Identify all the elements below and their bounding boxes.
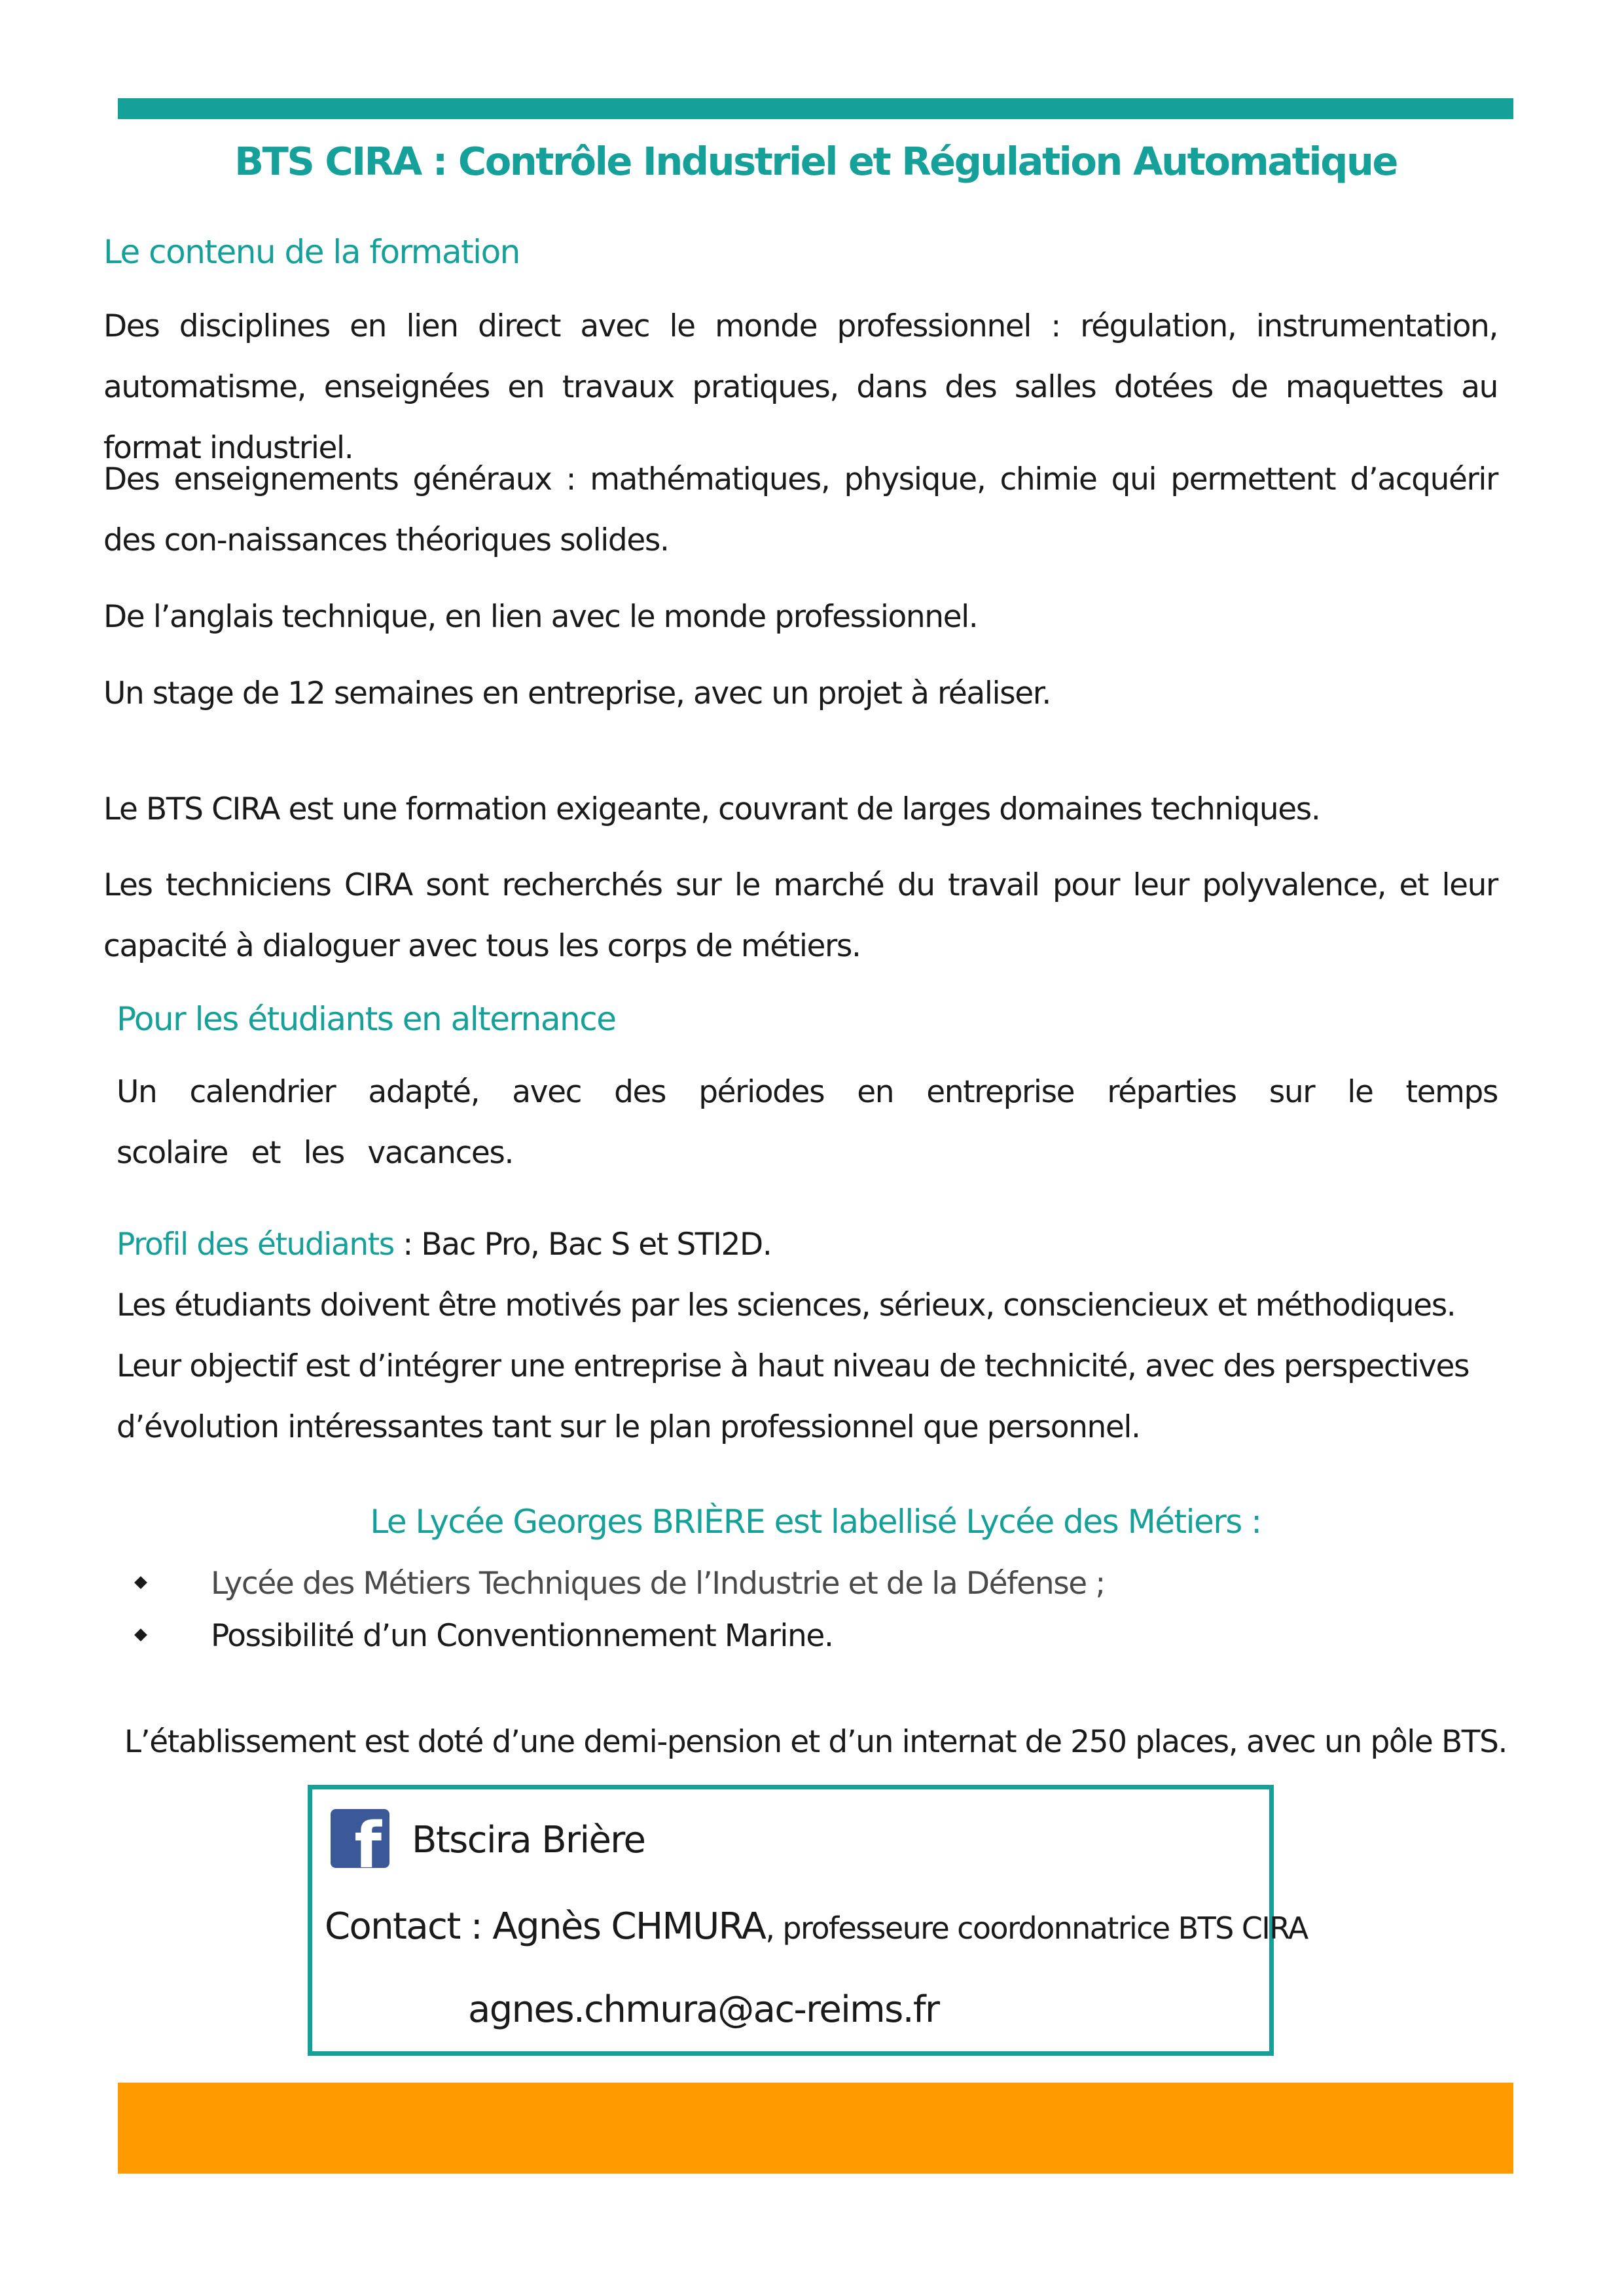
top-accent-bar: [118, 98, 1513, 119]
profil-label: Profil des étudiants: [117, 1227, 394, 1263]
diamond-bullet-icon: [134, 1628, 147, 1641]
heading-alternance: Pour les étudiants en alternance: [117, 1000, 616, 1038]
bottom-accent-bar: [118, 2083, 1513, 2174]
paragraph-enseignements-generaux: Des enseignements généraux : mathématiques, physique, chimie qui permettent d’acquérir des con-naissances théoriques solides.: [103, 461, 1498, 558]
paragraph-anglais: De l’anglais technique, en lien avec le monde professionnel.: [103, 599, 978, 635]
paragraph-stage: Un stage de 12 semaines en entreprise, avec un projet à réaliser.: [103, 675, 1051, 711]
bullet-text: Lycée des Métiers Techniques de l’Industrie et de la Défense ;: [211, 1566, 1105, 1602]
paragraph-profil: Les étudiants doivent être motivés par les sciences, sérieux, consciencieux et méthodiques. Leur objectif est d’intégrer une entreprise à haut niveau de technicité, avec des perspectives d’évolution intéressantes tant sur le plan professionnel que personnel.: [117, 1287, 1470, 1445]
contact-box: [308, 1785, 1308, 2056]
contact-role: , professeure coordonnatrice BTS CIRA: [765, 1910, 1308, 1946]
paragraph-etablissement: L’établissement est doté d’une demi-pension et d’un internat de 250 places, avec un pôle BTS.: [124, 1724, 1507, 1760]
diamond-bullet-icon: [134, 1576, 147, 1589]
heading-lycee-labellise: Le Lycée Georges BRIÈRE est labellisé Lycée des Métiers :: [370, 1503, 1261, 1541]
facebook-icon[interactable]: f: [331, 1809, 389, 1868]
page-title: BTS CIRA : Contrôle Industriel et Régulation Automatique: [234, 139, 1397, 184]
paragraph-calendrier: Un calendrier adapté, avec des périodes en entreprise réparties sur le temps scolaire et les vacances.: [117, 1074, 1498, 1171]
contact-line: [325, 1897, 1308, 1965]
heading-contenu-formation: Le contenu de la formation: [103, 233, 520, 271]
contact-email-link[interactable]: agnes.chmura@ac-reims.fr: [468, 1988, 939, 2031]
contact-label: Contact : Agnès CHMURA: [325, 1905, 766, 1948]
bullet-text: Possibilité d’un Conventionnement Marine.: [211, 1618, 833, 1654]
profil-value: : Bac Pro, Bac S et STI2D.: [393, 1227, 772, 1263]
lycee-bullet-list: [134, 1558, 1443, 1662]
paragraph-formation-exigeante: Le BTS CIRA est une formation exigeante, couvrant de larges domaines techniques.: [103, 791, 1320, 827]
list-item: [134, 1610, 1443, 1662]
profil-line: [117, 1214, 1511, 1275]
paragraph-disciplines: Des disciplines en lien direct avec le monde professionnel : régulation, instrumentation, automatisme, enseignées en travaux pratiques, dans des salles dotées de maquettes au format industriel.: [103, 308, 1498, 466]
paragraph-techniciens: Les techniciens CIRA sont recherchés sur le marché du travail pour leur polyvalence, et leur capacité à dialoguer avec tous les corps de métiers.: [103, 867, 1498, 964]
facebook-page-name[interactable]: Btscira Brière: [412, 1819, 645, 1861]
list-item: [134, 1558, 1443, 1610]
